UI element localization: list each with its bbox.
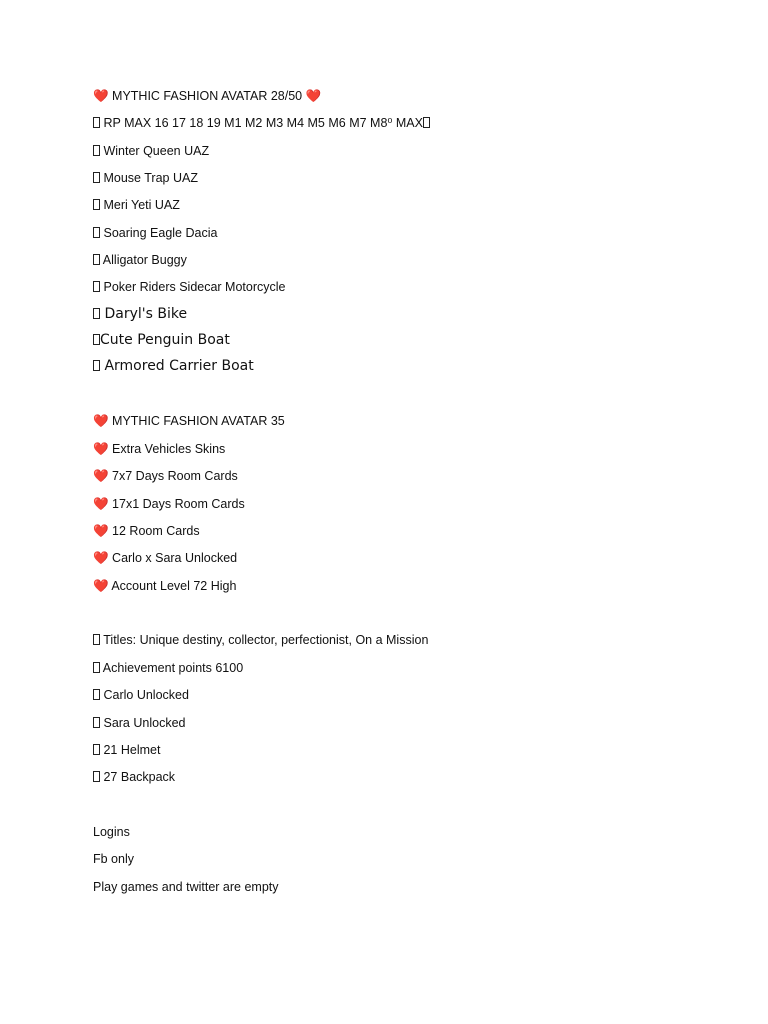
logins-note: Play games and twitter are empty: [93, 880, 279, 894]
list-item-text: Cute Penguin Boat: [100, 332, 230, 348]
logins-heading: Logins: [93, 825, 130, 839]
logins-detail: Fb only: [93, 852, 134, 866]
list-item-text: Poker Riders Sidecar Motorcycle: [103, 280, 286, 294]
missing-glyph-icon: [93, 771, 100, 782]
missing-glyph-icon: [93, 199, 100, 210]
list-item: [93, 687, 189, 703]
list-item: ❤️ Carlo x Sara Unlocked: [93, 551, 238, 565]
list-item: ❤️ 12 Room Cards: [93, 524, 200, 538]
list-item-text: 21 Helmet: [103, 743, 161, 757]
missing-glyph-icon: [93, 145, 100, 156]
list-item-text: Carlo Unlocked: [103, 688, 189, 702]
missing-glyph-icon: [93, 334, 100, 345]
list-item: [93, 331, 230, 349]
list-item: [93, 279, 286, 295]
list-item: ❤️ MYTHIC FASHION AVATAR 35: [93, 414, 285, 428]
list-item: [93, 769, 175, 785]
rp-line-text: RP MAX 16 17 18 19 M1 M2 M3 M4 M5 M6 M7 M8⁰ MAX: [103, 116, 423, 130]
list-item: [93, 660, 243, 676]
list-item: [93, 252, 187, 268]
missing-glyph-icon: [93, 308, 100, 319]
rp-line: [93, 115, 430, 131]
list-item-text: Achievement points 6100: [102, 661, 244, 675]
section1-header: ❤️ MYTHIC FASHION AVATAR 28/50 ❤️: [93, 89, 322, 103]
list-item: [93, 742, 160, 758]
list-item: [93, 357, 254, 375]
list-item: ❤️ Account Level 72 High: [93, 579, 237, 593]
missing-glyph-icon: [423, 117, 430, 128]
missing-glyph-icon: [93, 689, 100, 700]
list-item-text: Winter Queen UAZ: [103, 144, 210, 158]
list-item-text: Sara Unlocked: [103, 716, 186, 730]
missing-glyph-icon: [93, 662, 100, 673]
missing-glyph-icon: [93, 360, 100, 371]
list-item: [93, 170, 198, 186]
missing-glyph-icon: [93, 172, 100, 183]
missing-glyph-icon: [93, 717, 100, 728]
list-item-text: Titles: Unique destiny, collector, perfectionist, On a Mission: [103, 633, 429, 647]
list-item-text: Daryl's Bike: [104, 306, 188, 322]
missing-glyph-icon: [93, 117, 100, 128]
list-item-text: Mouse Trap UAZ: [103, 171, 198, 185]
list-item-text: Meri Yeti UAZ: [103, 198, 180, 212]
list-item: ❤️ 7x7 Days Room Cards: [93, 469, 238, 483]
list-item: [93, 715, 185, 731]
missing-glyph-icon: [93, 254, 100, 265]
missing-glyph-icon: [93, 744, 100, 755]
list-item: ❤️ Extra Vehicles Skins: [93, 442, 226, 456]
missing-glyph-icon: [93, 634, 100, 645]
list-item-text: Armored Carrier Boat: [104, 358, 254, 374]
list-item: [93, 225, 217, 241]
list-item-text: Soaring Eagle Dacia: [103, 226, 218, 240]
list-item: [93, 197, 180, 213]
list-item: [93, 143, 209, 159]
list-item: [93, 632, 428, 648]
list-item: ❤️ 17x1 Days Room Cards: [93, 497, 245, 511]
list-item-text: 27 Backpack: [103, 770, 176, 784]
list-item-text: Alligator Buggy: [102, 253, 187, 267]
missing-glyph-icon: [93, 227, 100, 238]
list-item: [93, 305, 187, 323]
missing-glyph-icon: [93, 281, 100, 292]
